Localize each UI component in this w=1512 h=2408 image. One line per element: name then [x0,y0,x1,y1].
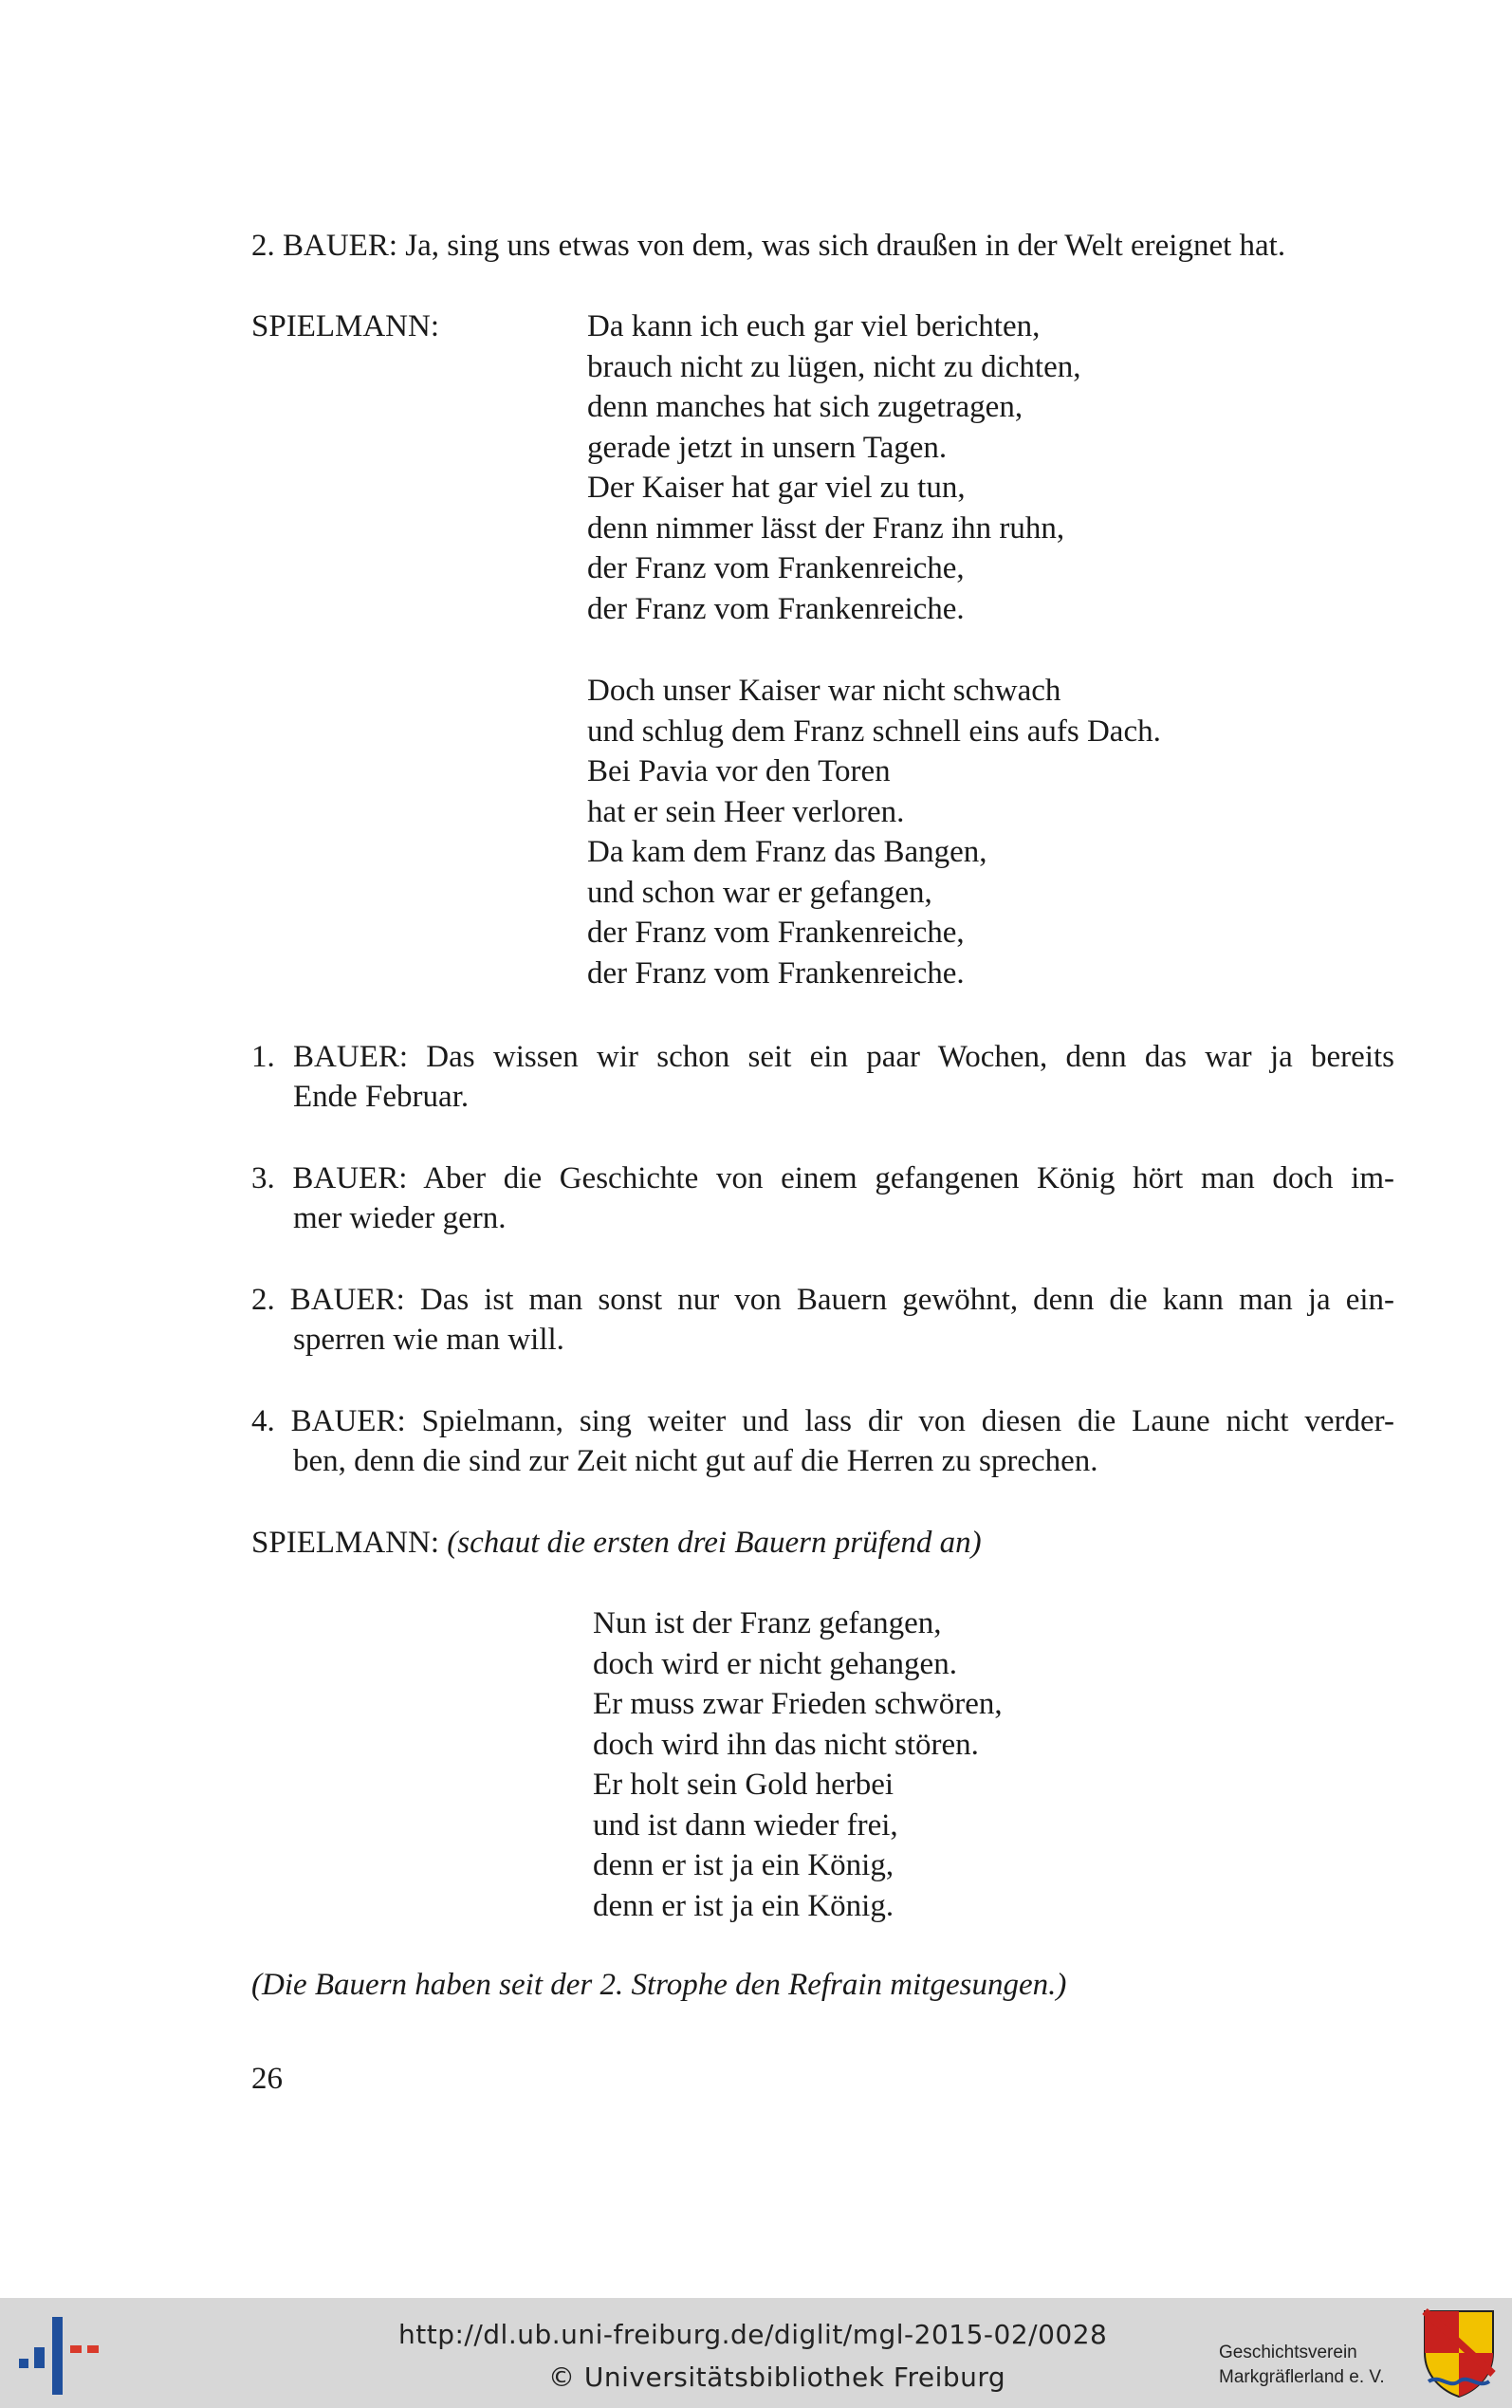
verse-line: denn nimmer lässt der Franz ihn ruhn, [587,510,1065,546]
verse-stanza-3 [593,1603,1003,1926]
dialog-line: 3. BAUER: Aber die Geschichte von einem gefangenen König hört man doch im- [251,1161,1394,1195]
verein-name-line1: Geschichtsverein [1219,2343,1357,2362]
verse-line: der Franz vom Frankenreiche. [587,591,965,626]
dialog-line: 1. BAUER: Das wissen wir schon seit ein paar Wochen, denn das war ja bereits [251,1040,1394,1074]
verse-line: denn er ist ja ein König, [593,1848,894,1882]
dialog-continuation: mer wieder gern. [293,1201,507,1235]
verse-line: Der Kaiser hat gar viel zu tun, [587,471,966,505]
verse-stanza-2 [587,671,1161,993]
copyright-notice: © Universitätsbibliothek Freiburg [548,2362,1006,2393]
verse-line: Nun ist der Franz gefangen, [593,1606,942,1640]
verse-line: und ist dann wieder frei, [593,1807,898,1843]
verse-line: der Franz vom Frankenreiche, [587,916,965,950]
verse-line: denn manches hat sich zugetragen, [587,390,1023,424]
dialog-continuation: ben, denn die sind zur Zeit nicht gut auf die Herren zu sprechen. [293,1444,1098,1478]
speaker-spielmann-direction [251,1523,982,1563]
dialog-continuation: Ende Februar. [293,1080,470,1114]
verse-line: doch wird ihn das nicht stören. [593,1727,979,1762]
verse-stanza-1 [587,306,1081,629]
footer-bar [0,2298,1512,2408]
verse-line: Bei Pavia vor den Toren [587,754,891,788]
dialog-bauer2 [251,1280,1394,1360]
ub-freiburg-logo-icon [17,2309,102,2404]
verse-line: brauch nicht zu lügen, nicht zu dichten, [587,349,1081,384]
verse-line: der Franz vom Frankenreiche, [587,551,965,585]
closing-stage-direction: (Die Bauern haben seit der 2. Strophe den Refrain mitgesungen.) [251,1968,1067,2002]
verse-line: hat er sein Heer verloren. [587,794,905,829]
verse-line: der Franz vom Frankenreiche. [587,955,965,991]
page-number: 26 [251,2062,283,2096]
dialog-bauer4 [251,1401,1394,1481]
verein-name-line2: Markgräflerland e. V. [1219,2367,1385,2387]
verse-line: und schon war er gefangen, [587,875,932,910]
speaker-spielmann: SPIELMANN: [251,1526,440,1560]
dialog-line: 4. BAUER: Spielmann, sing weiter und lass dir von diesen die Laune nicht verder- [251,1404,1394,1438]
verse-line: Er holt sein Gold herbei [593,1768,894,1802]
verse-line: denn er ist ja ein König. [593,1888,894,1923]
speaker-spielmann: SPIELMANN: [251,309,440,343]
verse-line: doch wird er nicht gehangen. [593,1646,957,1681]
verse-line: Doch unser Kaiser war nicht schwach [587,674,1061,708]
verse-line: Er muss zwar Frieden schwören, [593,1687,1003,1721]
stage-direction: (schaut die ersten drei Bauern prüfend an) [447,1526,982,1560]
dialog-continuation: sperren wie man will. [293,1323,564,1357]
markgraeflerland-crest-icon [1421,2307,1497,2403]
dialog-bauer1 [251,1037,1394,1117]
dialog-bauer3 [251,1158,1394,1238]
dialog-line: 2. BAUER: Das ist man sonst nur von Bauern gewöhnt, denn die kann man ja ein- [251,1283,1394,1317]
verse-line: Da kam dem Franz das Bangen, [587,835,987,869]
verse-line: Da kann ich euch gar viel berichten, [587,309,1041,343]
source-url-link[interactable]: http://dl.ub.uni-freiburg.de/diglit/mgl-2015-02/0028 [398,2319,1108,2350]
dialog-line-bauer2-intro: 2. BAUER: Ja, sing uns etwas von dem, was sich draußen in der Welt ereignet hat. [251,229,1286,263]
verse-line: gerade jetzt in unsern Tagen. [587,430,948,465]
verse-line: und schlug dem Franz schnell eins aufs Dach. [587,713,1161,749]
